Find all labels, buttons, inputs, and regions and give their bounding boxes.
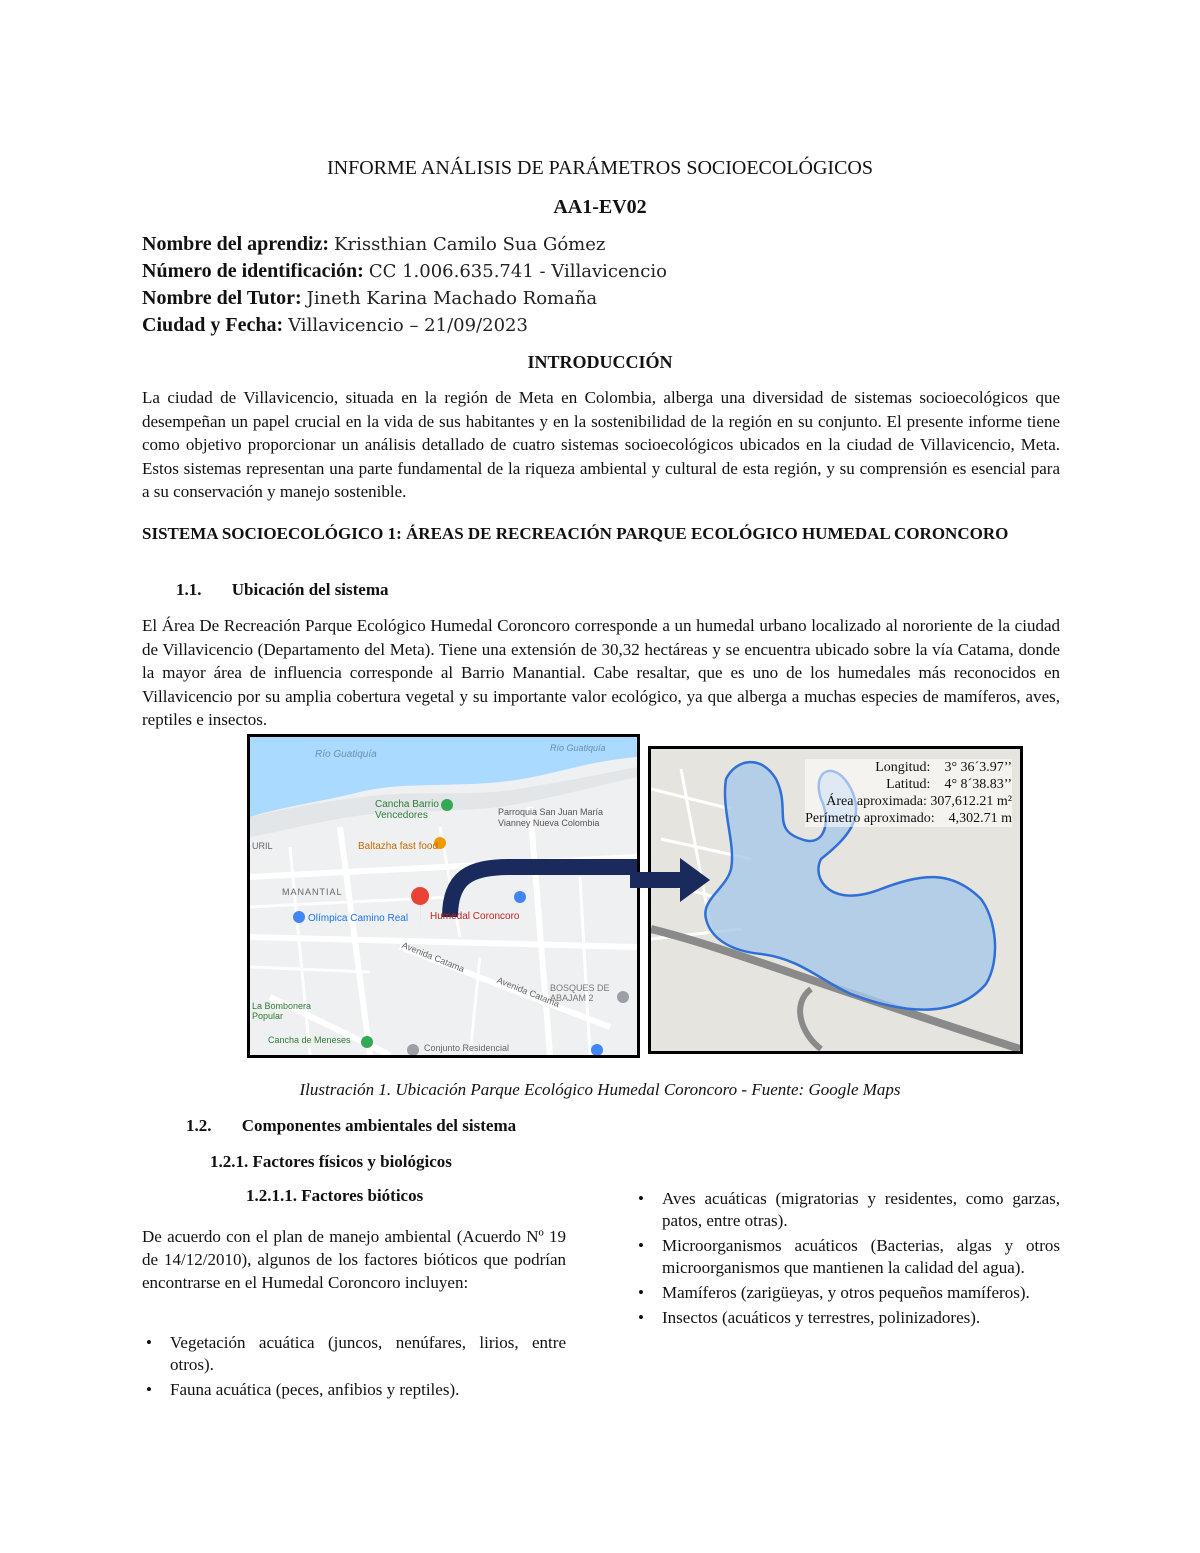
bioticos-paragraph: De acuerdo con el plan de manejo ambiental (Acuerdo Nº 19 de 14/12/2010), algunos de los factores bióticos que podrían encontrarse en el Humedal Coroncoro incluyen:: [142, 1227, 566, 1292]
map-label-catama-2: Avenida Catama: [495, 974, 561, 1010]
info-latitud: [805, 776, 1012, 793]
info-value: 4,302.71 m: [948, 811, 1012, 826]
info-value: 307,612.21 m²: [930, 794, 1012, 809]
map-label-conjunto: Conjunto Residencial: [424, 1043, 510, 1053]
info-value: 3° 36´3.97’’: [944, 760, 1012, 775]
meta-label: Nombre del aprendiz:: [142, 233, 330, 255]
right-bullet-list: [634, 1188, 1060, 1332]
meta-value: CC 1.006.635.741 - Villavicencio: [368, 261, 667, 282]
report-title: INFORME ANÁLISIS DE PARÁMETROS SOCIOECOLÓGICOS: [327, 157, 873, 179]
meta-tutor: [142, 287, 597, 310]
map-label-rio-2: Río Guatiquía: [550, 743, 606, 753]
list-item: • Mamíferos (zarigüeyas, y otros pequeños mamíferos).: [634, 1282, 1060, 1304]
map-label-humedal: Humedal Coroncoro: [430, 911, 520, 922]
meta-value: Jineth Karina Machado Romaña: [306, 288, 598, 309]
map-left-image: [247, 734, 640, 1058]
info-area: [805, 793, 1012, 810]
map-label-bombonera: La Bombonera Popular: [252, 1001, 312, 1021]
intro-paragraph: La ciudad de Villavicencio, situada en la región de Meta en Colombia, alberga una diversidad de sistemas socioecológicos que desempeñan un papel crucial en la vida de sus habitantes y en la sostenibilidad de la región en su conjunto. El presente informe tiene como objetivo proporcionar un análisis detallado de cuatro sistemas socioecológicos ubicados en la ciudad de Villavicencio, Meta. Estos sistemas representan una parte fundamental de la riqueza ambiental y cultural de esta región, y su comprensión es esencial para a su conservación y manejo sostenible.: [142, 388, 1060, 501]
list-item: • Vegetación acuática (juncos, nenúfares, lirios, entre otros).: [142, 1332, 566, 1376]
meta-label: Número de identificación:: [142, 260, 364, 282]
map-label-uril: URIL: [252, 841, 273, 851]
map-info-box: [805, 759, 1012, 827]
intro-heading: INTRODUCCIÓN: [527, 352, 673, 372]
list-item: • Fauna acuática (peces, anfibios y reptiles).: [142, 1379, 566, 1401]
map-label-bosques: BOSQUES DE ABAJAM 2: [550, 983, 610, 1003]
info-value: 4° 8´38.83’’: [944, 777, 1012, 792]
meta-value: Krissthian Camilo Sua Gómez: [334, 234, 606, 255]
subsection-1-2-1-1: 1.2.1.1. Factores bióticos: [246, 1186, 424, 1205]
map-label-rio: Río Guatiquía: [315, 749, 377, 760]
arrow-graphic: [630, 850, 720, 910]
section-1-heading: SISTEMA SOCIOECOLÓGICO 1: ÁREAS DE RECREACIÓN PARQUE ECOLÓGICO HUMEDAL CORONCORO: [142, 524, 1009, 543]
map-label-cancha: Cancha Barrio Vencedores: [375, 799, 439, 821]
subsection-1-1: [176, 580, 389, 600]
list-item: • Insectos (acuáticos y terrestres, polinizadores).: [634, 1307, 1060, 1329]
meta-label: Ciudad y Fecha:: [142, 314, 284, 336]
subsection-number: 1.1.: [176, 580, 202, 599]
subsection-label: Ubicación del sistema: [231, 580, 389, 599]
meta-label: Nombre del Tutor:: [142, 287, 302, 309]
subsection-label: Componentes ambientales del sistema: [241, 1116, 517, 1135]
info-perimetro: [805, 810, 1012, 827]
meta-value: Villavicencio – 21/09/2023: [288, 315, 528, 336]
meta-ciudad-fecha: [142, 314, 528, 337]
subsection-1-2-1: 1.2.1. Factores físicos y biológicos: [210, 1152, 452, 1171]
ubicacion-paragraph: El Área De Recreación Parque Ecológico Humedal Coroncoro corresponde a un humedal urbano localizado al nororiente de la ciudad de Villavicencio (Departamento del Meta). Tiene una extensión de 30,32 hectáreas y se encuentra ubicado sobre la vía Catama, donde la mayor área de influencia corresponde al Barrio Manantial. Cabe resaltar, que es uno de los humedales más reconocidos en Villavicencio por su amplia cobertura vegetal y su importante valor ecológico, ya que alberga a muchas especies de mamíferos, aves, reptiles e insectos.: [142, 616, 1060, 729]
list-item: • Aves acuáticas (migratorias y residentes, como garzas, patos, entre otras).: [634, 1188, 1060, 1232]
subsection-number: 1.2.: [186, 1116, 212, 1135]
map-label-olimpica: Olímpica Camino Real: [308, 913, 409, 924]
map-label-manantial: MANANTIAL: [282, 887, 343, 897]
info-label: Latitud:: [886, 777, 931, 792]
meta-identificacion: [142, 260, 667, 283]
info-label: Longitud:: [875, 760, 931, 775]
figure-caption: Ilustración 1. Ubicación Parque Ecológico Humedal Coroncoro - Fuente: Google Maps: [299, 1080, 901, 1099]
subsection-1-2: [186, 1116, 516, 1136]
info-label: Perímetro aproximado:: [805, 811, 935, 826]
map-label-fastfood: Baltazha fast food: [358, 841, 439, 852]
map-label-meneses: Cancha de Meneses: [268, 1035, 351, 1045]
list-item: • Microorganismos acuáticos (Bacterias, algas y otros microorganismos que mantienen la calidad del agua).: [634, 1235, 1060, 1279]
meta-aprendiz: [142, 233, 605, 256]
info-label: Área aproximada:: [826, 794, 927, 809]
left-bullet-list: [142, 1332, 566, 1404]
activity-code: AA1-EV02: [553, 196, 647, 218]
map-label-catama: Avenida Catama: [400, 939, 466, 975]
info-longitud: [805, 759, 1012, 776]
map-label-parroquia: Parroquia San Juan María Vianney Nueva Colombia: [498, 807, 604, 828]
